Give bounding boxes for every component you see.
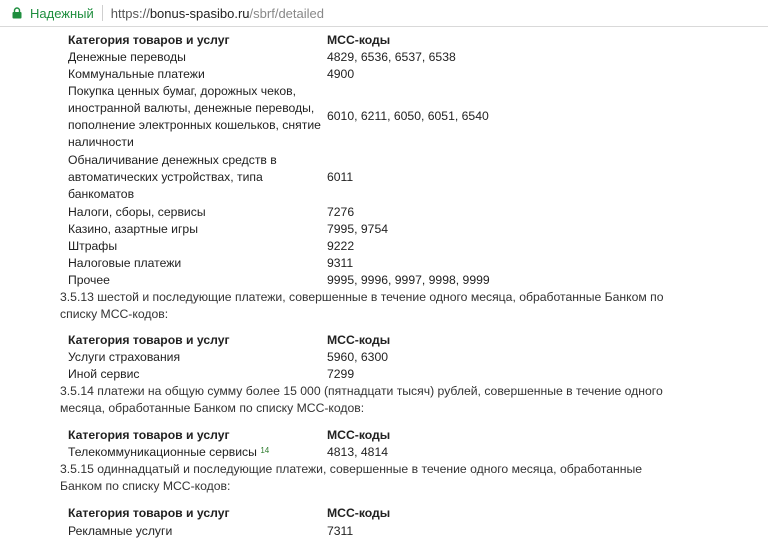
paragraph-3-5-13-line: 3.5.13 шестой и последующие платежи, совершенные в течение одного месяца, обработанные Банком по [60,290,664,304]
url-scheme: https:// [110,5,150,21]
row-category: Казино, азартные игры [68,222,198,236]
row-mcc: 7995, 9754 [327,222,388,236]
url-path: /sbrf/detailed [249,5,324,21]
paragraph-3-5-14-line: 3.5.14 платежи на общую сумму более 15 000 (пятнадцати тысяч) рублей, совершенные в течение одного [60,384,663,398]
lock-icon [12,7,22,19]
row-category-line: наличности [68,135,134,149]
row-category: Денежные переводы [68,50,186,64]
row-mcc: 7311 [327,524,354,538]
row-category-line: Обналичивание денежных средств в [68,153,277,167]
url-text[interactable] [111,6,324,21]
row-category-line: банкоматов [68,187,135,201]
row-category: Коммунальные платежи [68,67,205,81]
row-category: Иной сервис [68,367,140,381]
row-mcc: 9995, 9996, 9997, 9998, 9999 [327,273,490,287]
paragraph-3-5-15-line: Банком по списку МСС-кодов: [60,479,231,493]
header-mcc: МСС-коды [327,333,391,347]
paragraph-3-5-15-line: 3.5.15 одиннадцатый и последующие платежи, совершенные в течение одного месяца, обработанные [60,462,642,476]
row-category-line: автоматических устройствах, типа [68,170,263,184]
row-mcc: 7276 [327,205,355,219]
row-category: Прочее [68,273,110,287]
footnote-link[interactable]: 14 [260,446,270,455]
table-row [68,83,648,151]
row-mcc: 7299 [327,367,355,381]
header-category: Категория товаров и услуг [68,428,230,442]
header-mcc: МСС-коды [327,506,391,520]
row-mcc: 5960, 6300 [327,350,388,364]
address-divider [102,5,103,21]
row-category: Штрафы [68,239,118,253]
row-mcc: 6010, 6211, 6050, 6051, 6540 [327,109,489,123]
table-row [68,152,648,203]
row-category: Услуги страхования [68,350,181,364]
row-mcc: 9222 [327,239,355,253]
header-category: Категория товаров и услуг [68,333,230,347]
header-category: Категория товаров и услуг [68,33,230,47]
row-category: Рекламные услуги [68,524,173,538]
row-category: Налоги, сборы, сервисы [68,205,206,219]
row-mcc: 9311 [327,256,354,270]
secure-label: Надежный [30,5,94,21]
row-mcc: 6011 [327,170,354,184]
row-category-line: иностранной валюты, денежные переводы, [68,101,315,115]
row-category-line: Покупка ценных бумаг, дорожных чеков, [68,84,297,98]
address-bar[interactable] [0,0,768,27]
row-category [68,444,323,461]
header-mcc: МСС-коды [327,428,391,442]
header-mcc: МСС-коды [327,33,391,47]
paragraph-3-5-13-line: списку МСС-кодов: [60,307,169,321]
row-mcc: 4813, 4814 [327,445,388,459]
security-indicator[interactable] [0,0,94,26]
row-category-text: Телекоммуникационные сервисы [68,445,257,459]
row-mcc: 4900 [327,67,355,81]
row-category: Налоговые платежи [68,256,182,270]
row-mcc: 4829, 6536, 6537, 6538 [327,50,456,64]
row-category-line: пополнение электронных кошельков, снятие [68,118,321,132]
header-category: Категория товаров и услуг [68,506,230,520]
url-host: bonus-spasibo.ru [149,5,250,21]
paragraph-3-5-14-line: месяца, обработанные Банком по списку МСС-кодов: [60,401,365,415]
